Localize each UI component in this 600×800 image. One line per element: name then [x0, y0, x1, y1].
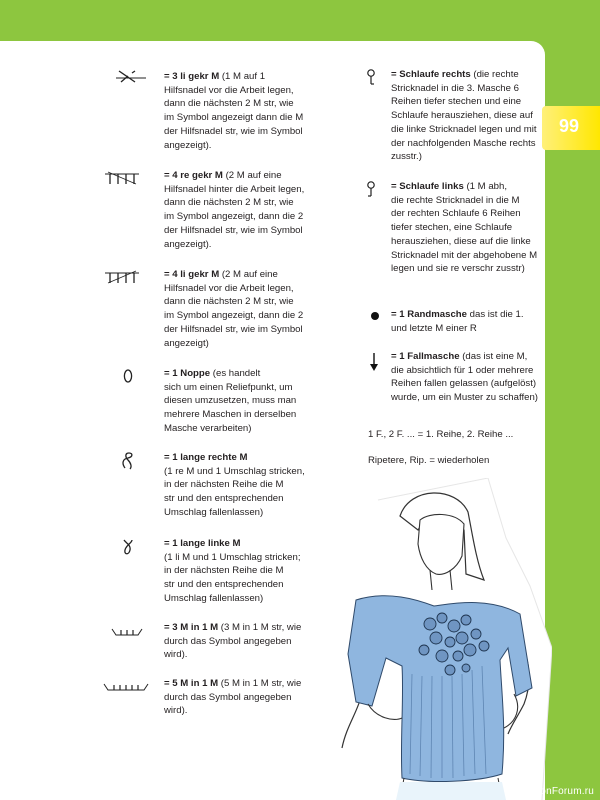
legend-desc: der Hilfsnadel str, wie im Symbol	[164, 224, 303, 236]
legend-desc: in der nächsten Reihe die M	[164, 479, 284, 491]
legend-title: = Schlaufe rechts	[391, 69, 471, 80]
legend-desc: angezeigt).	[164, 139, 212, 151]
legend-desc: durch das Symbol angegeben	[164, 691, 292, 703]
five-in-one-icon	[102, 681, 150, 693]
legend-entry-noppe	[164, 367, 296, 436]
legend-desc: str und den entsprechenden	[164, 493, 284, 505]
legend-desc: im Symbol angezeigt, dann die 2	[164, 211, 304, 223]
legend-entry-3in1	[164, 621, 301, 662]
three-left-cross-icon	[114, 70, 148, 84]
legend-entry-4re	[164, 169, 304, 251]
legend-desc: im Symbol angezeigt dann die M	[164, 112, 304, 124]
legend-desc: (1 re M und 1 Umschlag stricken,	[164, 465, 305, 477]
legend-desc: Umschlag fallenlassen)	[164, 592, 264, 604]
drop-stitch-arrow-icon	[369, 352, 379, 372]
legend-desc: str und den entsprechenden	[164, 579, 284, 591]
four-left-cross-icon	[104, 269, 140, 285]
legend-desc: Schlaufe herausziehen, diese auf	[391, 110, 533, 122]
legend-desc: Stricknadel in die 3. Masche 6	[391, 82, 519, 94]
legend-desc: Reihen tiefer stechen und eine	[391, 96, 522, 108]
four-right-cross-icon	[104, 170, 140, 186]
legend-entry-5in1	[164, 677, 301, 718]
legend-desc: und letzte M einer R	[391, 322, 477, 334]
legend-title: = 5 M in 1 M	[164, 678, 219, 689]
legend-desc: (2 M auf eine	[221, 269, 278, 280]
legend-desc: wird).	[164, 649, 188, 661]
legend-entry-4li	[164, 268, 303, 350]
legend-desc: (es handelt	[212, 368, 261, 379]
legend-title: = Schlaufe links	[391, 181, 464, 192]
legend-desc: die rechte Stricknadel in die M	[391, 194, 520, 206]
legend-entry-lange-linke	[164, 537, 301, 606]
legend-title: = 1 Randmasche	[391, 309, 467, 320]
legend-desc: Hilfsnadel hinter die Arbeit legen,	[164, 183, 305, 195]
note-repeat: Ripetere, Rip. = wiederholen	[368, 455, 490, 466]
legend-desc: diesen umzusetzen, muss man	[164, 395, 297, 407]
legend-desc: dann die nächsten 2 M str, wie	[164, 197, 294, 209]
legend-desc: in der nächsten Reihe die M	[164, 565, 284, 577]
legend-desc: wurde, um ein Muster zu schaffen)	[391, 392, 538, 404]
legend-desc: mehrere Maschen in derselben	[164, 409, 297, 421]
page-number: 99	[559, 116, 580, 136]
legend-desc: (1 li M und 1 Umschlag stricken;	[164, 551, 301, 563]
legend-desc: (die rechte	[473, 69, 519, 80]
legend-title: = 1 lange linke M	[164, 538, 241, 549]
watermark: PassionForum.ru	[514, 786, 594, 797]
legend-desc: der nachfolgenden Masche rechts	[391, 137, 536, 149]
long-purl-loop-icon	[121, 538, 135, 556]
legend-desc: herausziehen, diese auf die linke	[391, 235, 531, 247]
legend-desc: angezeigt)	[164, 337, 209, 349]
fashion-illustration	[338, 478, 552, 800]
edge-stitch-dot-icon	[370, 311, 380, 321]
legend-entry-lange-rechte	[164, 451, 305, 520]
legend-desc: Hilfsnadel vor die Arbeit legen,	[164, 84, 294, 96]
long-knit-loop-icon	[121, 452, 135, 470]
legend-desc: Stricknadel mit der abgehobene M	[391, 249, 538, 261]
legend-desc: Masche verarbeiten)	[164, 422, 252, 434]
legend-desc: die linke Stricknadel legen und mit	[391, 123, 537, 135]
bobble-oval-icon	[122, 368, 134, 384]
legend-title: = 3 li gekr M	[164, 71, 220, 82]
legend-title: = 1 Fallmasche	[391, 351, 460, 362]
legend-entry-3li	[164, 70, 303, 152]
legend-entry-schlaufe-rechts	[391, 68, 537, 164]
legend-desc: (5 M in 1 M str, wie	[220, 678, 302, 689]
loop-right-icon	[365, 68, 377, 86]
legend-desc: (das ist eine M,	[462, 351, 528, 362]
legend-title: = 4 li gekr M	[164, 269, 220, 280]
legend-desc: der rechten Schlaufe 6 Reihen	[391, 208, 521, 220]
legend-title: = 3 M in 1 M	[164, 622, 219, 633]
legend-desc: der Hilfsnadel str, wie im Symbol	[164, 125, 303, 137]
legend-desc: die absichtlich für 1 oder mehrere	[391, 364, 534, 376]
legend-desc: (3 M in 1 M str, wie	[220, 622, 302, 633]
legend-desc: dann die nächsten 2 M str, wie	[164, 296, 294, 308]
legend-title: = 1 lange rechte M	[164, 452, 248, 463]
legend-entry-fallmasche	[391, 350, 538, 405]
legend-desc: (2 M auf eine	[225, 170, 282, 181]
legend-desc: Umschlag fallenlassen)	[164, 506, 264, 518]
legend-desc: wird).	[164, 705, 188, 717]
legend-entry-schlaufe-links	[391, 180, 537, 276]
legend-desc: tiefer stechen, eine Schlaufe	[391, 222, 513, 234]
legend-title: = 1 Noppe	[164, 368, 211, 379]
legend-desc: angezeigt).	[164, 238, 212, 250]
legend-desc: durch das Symbol angegeben	[164, 635, 292, 647]
legend-desc: zusstr.)	[391, 151, 422, 163]
legend-desc: sich um einen Reliefpunkt, um	[164, 381, 293, 393]
legend-desc: Reihen fallen gelassen (aufgelöst)	[391, 378, 537, 390]
legend-desc: legen und sie re verschr zusstr)	[391, 263, 525, 275]
loop-left-icon	[365, 180, 377, 198]
legend-desc: das ist die 1.	[469, 309, 524, 320]
legend-title: = 4 re gekr M	[164, 170, 223, 181]
legend-desc: im Symbol angezeigt, dann die 2	[164, 310, 304, 322]
note-row-numbering: 1 F., 2 F. ... = 1. Reihe, 2. Reihe ...	[368, 429, 514, 440]
legend-desc: (1 M auf 1	[221, 71, 266, 82]
three-in-one-icon	[110, 626, 144, 638]
legend-desc: dann die nächsten 2 M str, wie	[164, 98, 294, 110]
legend-desc: Hilfsnadel vor die Arbeit legen,	[164, 282, 294, 294]
legend-desc: der Hilfsnadel str, wie im Symbol	[164, 323, 303, 335]
legend-entry-randmasche	[391, 308, 524, 335]
legend-desc: (1 M abh,	[466, 181, 507, 192]
